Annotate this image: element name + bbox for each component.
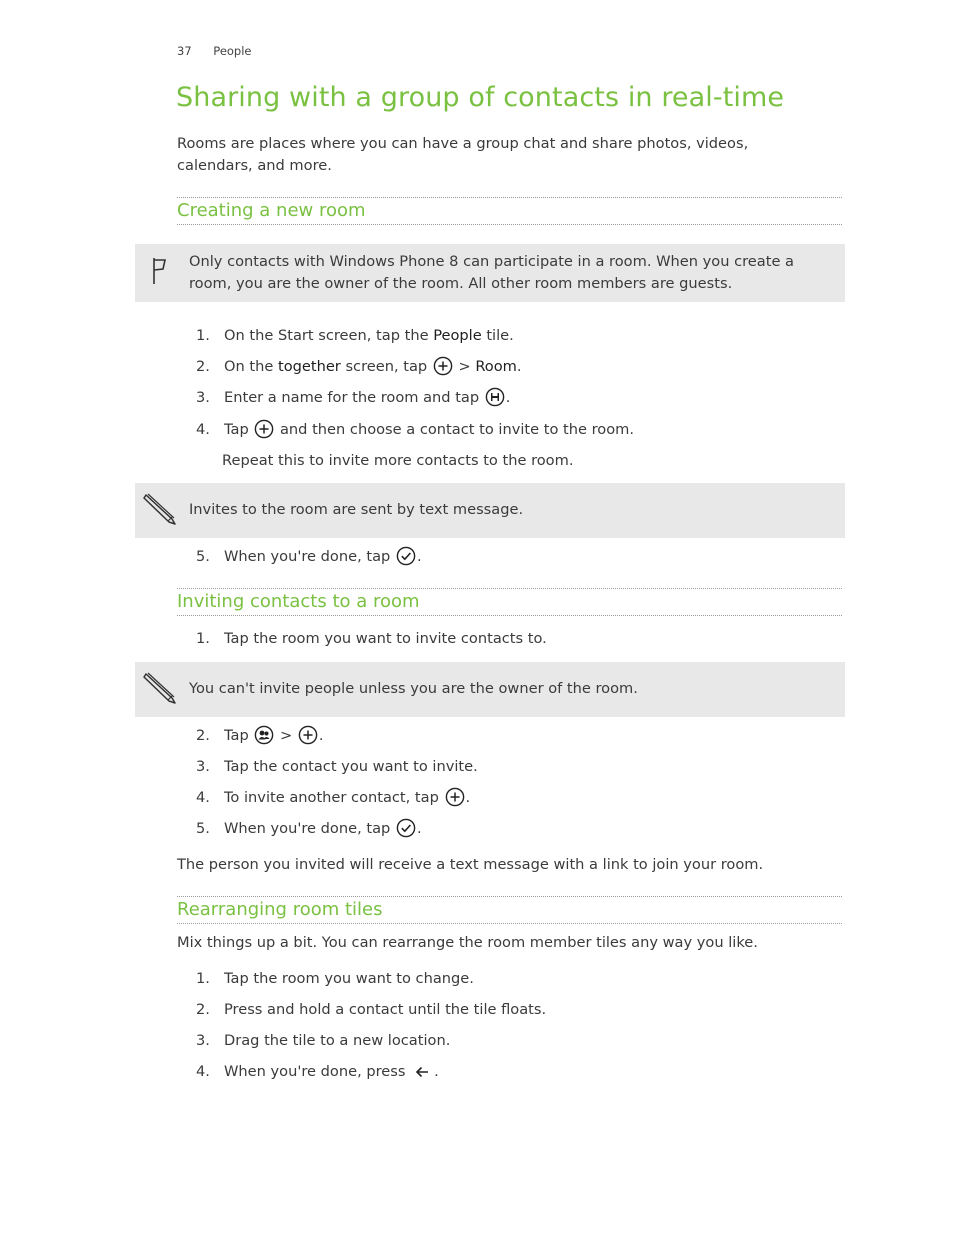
- step-text: Tap the room you want to change.: [224, 970, 474, 987]
- chapter-name: People: [213, 44, 252, 58]
- check-circle-icon: [396, 818, 416, 845]
- step-number: 3.: [196, 758, 210, 775]
- step-text-part: .: [318, 727, 324, 744]
- step-number: 2.: [196, 1001, 210, 1018]
- check-circle-icon: [396, 546, 416, 573]
- step-number: 1.: [196, 970, 210, 987]
- together-screen-label: together: [277, 358, 341, 375]
- step-text-part: .: [465, 789, 471, 806]
- plus-circle-icon: [445, 787, 465, 814]
- step-text: [224, 725, 324, 752]
- plus-circle-icon: [254, 419, 274, 446]
- section-rule-top: [177, 896, 842, 897]
- step-text-part: tile.: [481, 327, 514, 344]
- section-rule-bottom: [177, 224, 842, 225]
- step-number: 5.: [196, 548, 210, 565]
- tip-box-owner: [135, 662, 845, 717]
- pencil-icon: [143, 492, 177, 530]
- step-number: 4.: [196, 1063, 210, 1080]
- back-arrow-icon: [414, 1063, 430, 1088]
- step-number: 1.: [196, 327, 210, 344]
- step-text-part: When you're done, tap: [224, 548, 395, 565]
- step-text-part: To invite another contact, tap: [224, 789, 444, 806]
- step-text: [224, 1061, 439, 1088]
- step-text: [224, 818, 422, 845]
- step-number: 5.: [196, 820, 210, 837]
- section-heading-creating: Creating a new room: [177, 200, 366, 221]
- section-rule-bottom: [177, 923, 842, 924]
- room-option-label: Room: [475, 358, 517, 375]
- people-tile-label: People: [433, 327, 482, 344]
- plus-circle-icon: [298, 725, 318, 752]
- plus-circle-icon: [433, 356, 453, 383]
- tip-text: You can't invite people unless you are the owner of the room.: [189, 680, 638, 697]
- tip-text: Invites to the room are sent by text message.: [189, 501, 524, 518]
- step-text: [224, 546, 422, 573]
- step-text-part: and then choose a contact to invite to the room.: [275, 421, 634, 438]
- section-rule-bottom: [177, 615, 842, 616]
- step-text-part: .: [416, 548, 422, 565]
- section-heading-inviting: Inviting contacts to a room: [177, 591, 420, 612]
- step-text-part: Enter a name for the room and tap: [224, 389, 484, 406]
- step-number: 3.: [196, 389, 210, 406]
- step-number: 4.: [196, 421, 210, 438]
- invite-outro: The person you invited will receive a text message with a link to join your room.: [177, 856, 764, 873]
- save-circle-icon: [485, 387, 505, 414]
- tip-box-invites: [135, 483, 845, 538]
- repeat-text: Repeat this to invite more contacts to the room.: [222, 452, 574, 469]
- step-number: 3.: [196, 1032, 210, 1049]
- step-text-part: .: [416, 820, 422, 837]
- note-text: Only contacts with Windows Phone 8 can participate in a room. When you create a room, you are the owner of the room. All other room members are guests.: [189, 253, 794, 292]
- step-text-part: When you're done, tap: [224, 820, 395, 837]
- step-text-part: Tap: [224, 727, 254, 744]
- step-text: [224, 787, 470, 814]
- step-text: [224, 325, 514, 347]
- pencil-icon: [143, 671, 177, 709]
- step-text: Drag the tile to a new location.: [224, 1032, 451, 1049]
- step-text-part: .: [434, 1063, 439, 1080]
- step-text: [224, 419, 634, 446]
- step-number: 2.: [196, 358, 210, 375]
- step-number: 4.: [196, 789, 210, 806]
- note-box-windows-phone: [135, 244, 845, 302]
- step-number: 1.: [196, 630, 210, 647]
- people-circle-icon: [254, 725, 274, 752]
- section-rule-top: [177, 197, 842, 198]
- page-number: 37: [177, 44, 192, 58]
- step-text-part: When you're done, press: [224, 1063, 411, 1080]
- page-title: Sharing with a group of contacts in real-time: [176, 82, 785, 113]
- step-text: Press and hold a contact until the tile floats.: [224, 1001, 547, 1018]
- step-text-part: >: [453, 358, 476, 375]
- step-text: Tap the contact you want to invite.: [224, 758, 478, 775]
- step-text-part: On the Start screen, tap the: [224, 327, 434, 344]
- step-text-part: screen, tap: [340, 358, 432, 375]
- page-header: [177, 44, 252, 58]
- section-rule-top: [177, 588, 842, 589]
- step-text: Tap the room you want to invite contacts to.: [224, 630, 547, 647]
- rearrange-intro: Mix things up a bit. You can rearrange the room member tiles any way you like.: [177, 934, 758, 951]
- intro-paragraph: Rooms are places where you can have a group chat and share photos, videos, calendars, and more.: [177, 135, 749, 174]
- step-number: 2.: [196, 727, 210, 744]
- flag-icon: [150, 256, 168, 290]
- step-text-part: Tap: [224, 421, 254, 438]
- step-text-part: >: [275, 727, 297, 744]
- step-text-part: .: [505, 389, 511, 406]
- step-text: [224, 387, 510, 414]
- step-text: [224, 356, 522, 383]
- step-text-part: On the: [224, 358, 278, 375]
- step-text-part: .: [516, 358, 522, 375]
- section-heading-rearranging: Rearranging room tiles: [177, 899, 383, 920]
